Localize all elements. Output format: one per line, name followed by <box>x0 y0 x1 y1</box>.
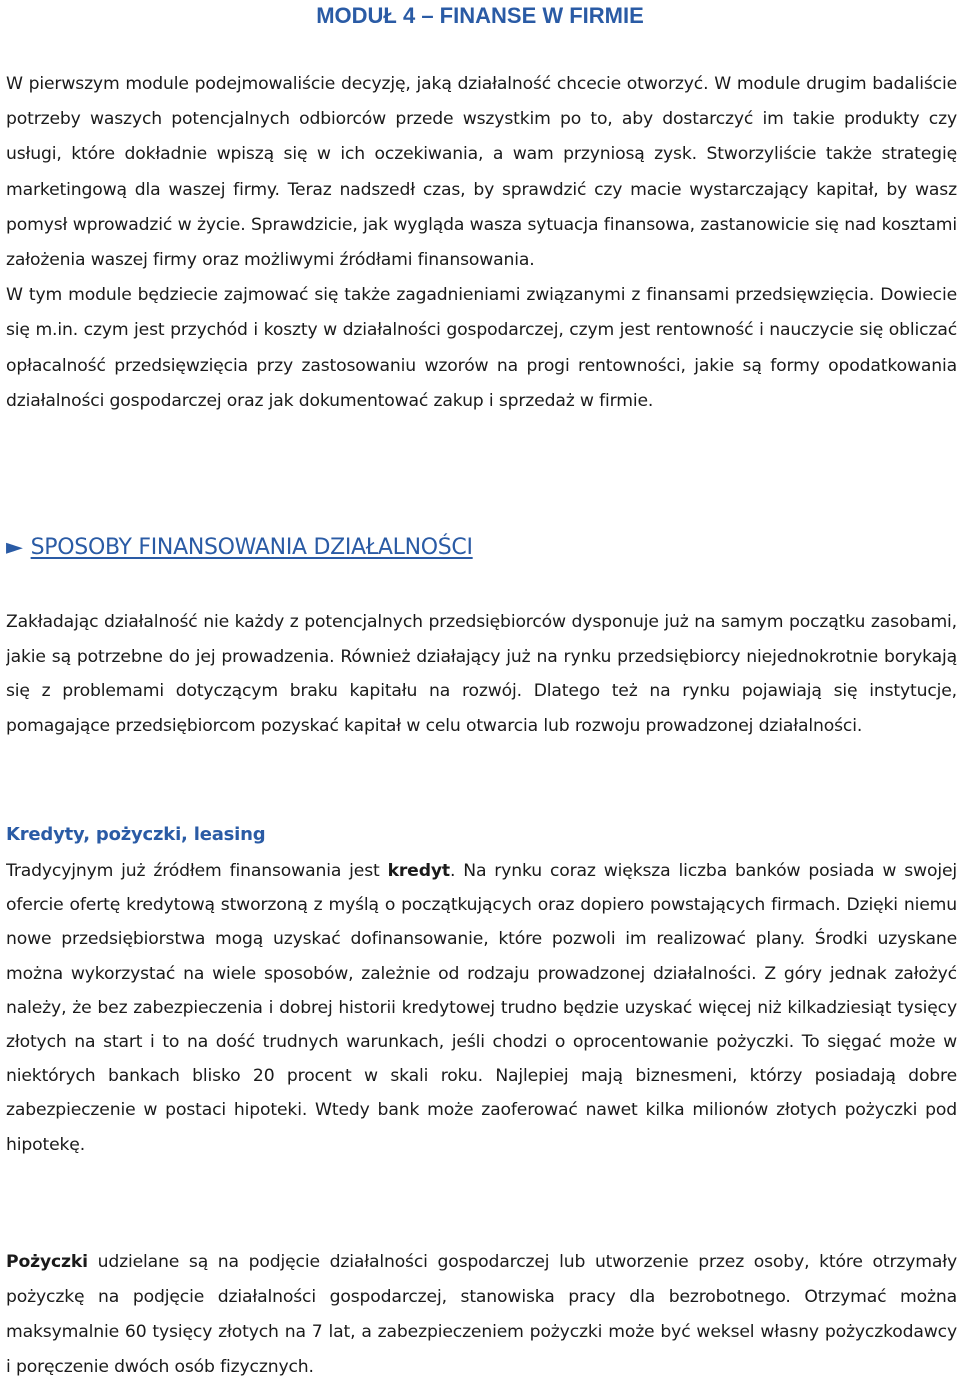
credit-text-after: . Na rynku coraz większa liczba banków posiada w swojej ofercie ofertę kredytową stworzoną z myślą o początkujących oraz dopiero powstających firmach. Dzięki niemu nowe przedsiębiorstwa mogą uzyskać dofinansowanie, które pozwoli im realizować plany. Środki uzyskane można wykorzystać na wiele sposobów, zależnie od rodzaju prowadzonej działalności. Z góry jednak założyć należy, że bez zabezpieczenia i dobrej historii kredytowej trudno będzie uzyskać więcej niż kilkadziesiąt tysięcy złotych na start i to na dość trudnych warunkach, jeśli chodzi o oprocentowanie pożyczki. To sięgać może w niektórych bankach blisko 20 procent w skali roku. Najlepiej mają biznesmeni, którzy posiadają dobre zabezpieczenie w postaci hipoteki. Wtedy bank może zaoferować nawet kilka milionów złotych pożyczki pod hipotekę. <box>6 861 957 1155</box>
page-title: MODUŁ 4 – FINANSE W FIRMIE <box>316 3 644 28</box>
triangle-arrow-icon: ► <box>6 535 23 560</box>
credit-bold-term: kredyt <box>387 861 450 881</box>
credit-paragraph <box>6 854 957 1162</box>
loans-bold-term: Pożyczki <box>6 1252 88 1272</box>
intro-text-1: W pierwszym module podejmowaliście decyzję, jaką działalność chcecie otworzyć. W module drugim badaliście potrzeby waszych potencjalnych odbiorców przede wszystkim po to, aby dostarczyć im takie produkty czy usługi, które dokładnie wpiszą się w ich oczekiwania, a wam przyniosą zysk. Stworzyliście także strategię marketingową dla waszej firmy. Teraz nadszedł czas, by sprawdzić czy macie wystarczający kapitał, by wasz pomysł wprowadzić w życie. Sprawdzicie, jak wygląda wasza sytuacja finansowa, zastanowicie się nad kosztami założenia waszej firmy oraz możliwymi źródłami finansowania. <box>6 74 957 271</box>
section-heading-text: SPOSOBY FINANSOWANIA DZIAŁALNOŚCI <box>30 535 473 560</box>
loans-paragraph <box>6 1245 957 1385</box>
intro-text-2: W tym module będziecie zajmować się także zagadnieniami związanymi z finansami przedsięwzięcia. Dowiecie się m.in. czym jest przychód i koszty w działalności gospodarczej, czym jest rentowność i nauczycie się obliczać opłacalność przedsięwzięcia przy zastosowaniu wzorów na progi rentowności, jakie są formy opodatkowania działalności gospodarczej oraz jak dokumentować zakup i sprzedaż w firmie. <box>6 285 957 411</box>
subsection-heading: Kredyty, pożyczki, leasing <box>6 824 266 845</box>
section-heading <box>6 530 473 566</box>
credit-text-before: Tradycyjnym już źródłem finansowania jest <box>6 861 388 881</box>
intro-paragraph <box>6 67 957 419</box>
section-paragraph: Zakładając działalność nie każdy z potencjalnych przedsiębiorców dysponuje już na samym początku zasobami, jakie są potrzebne do jej prowadzenia. Również działający już na rynku przedsiębiorcy niejednokrotnie borykają się z problemami dotyczącym braku kapitału na rozwój. Dlatego też na rynku pojawiają się instytucje, pomagające przedsiębiorcom pozyskać kapitał w celu otwarcia lub rozwoju prowadzonej działalności. <box>6 612 957 736</box>
loans-text-after: udzielane są na podjęcie działalności gospodarczej lub utworzenie przez osoby, które otrzymały pożyczkę na podjęcie działalności gospodarczej, stanowiska pracy dla bezrobotnego. Otrzymać można maksymalnie 60 tysięcy złotych na 7 lat, a zabezpieczeniem pożyczki może być weksel własny pożyczkodawcy i poręczenie dwóch osób fizycznych. <box>6 1252 957 1377</box>
